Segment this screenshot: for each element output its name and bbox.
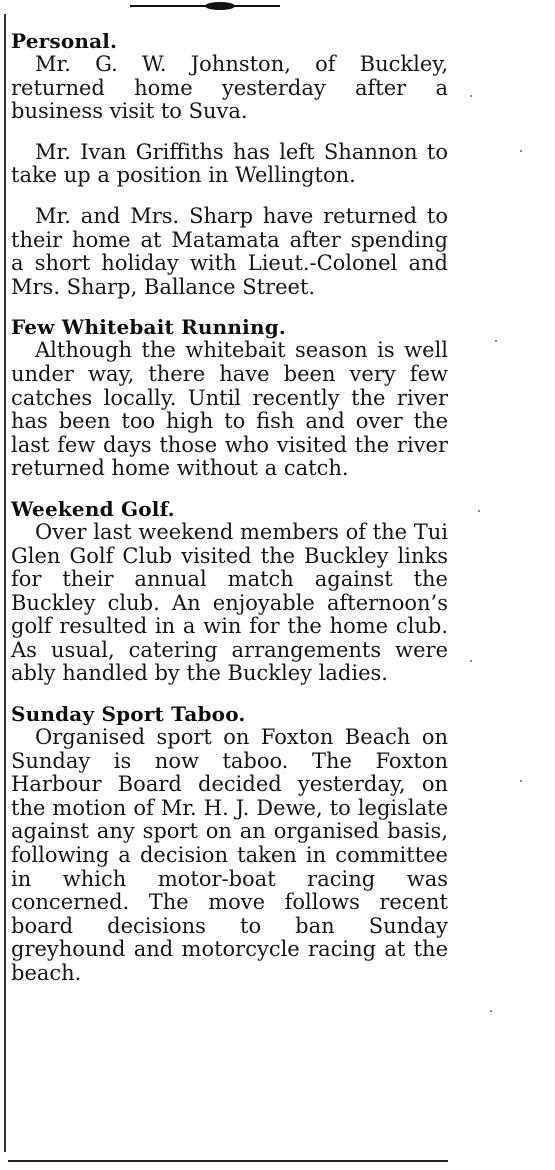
section-golf — [11, 497, 448, 686]
paragraph-sunday-sport: Organised sport on Foxton Beach on Sunday is now taboo. The Foxton Harbour Board decided yesterday, on the motion of Mr. H. J. Dewe, to legislate against any sport on an organised basis, following a decision taken in committee in which motor-boat racing was concerned. The move follows recent board decisions to ban Sunday greyhound and motorcycle racing at the beach. — [11, 725, 448, 985]
print-speck — [495, 340, 497, 342]
section-sunday-sport — [11, 702, 448, 986]
news-column — [11, 29, 448, 986]
section-heading-personal: Personal. — [11, 29, 118, 53]
bottom-rule — [8, 1160, 448, 1162]
print-speck — [478, 510, 480, 512]
paragraph-whitebait: Although the whitebait season is well under way, there have been very few catches locally. Until recently the river has been too high to fish and over the last few days those who visited the river returned home without a catch. — [11, 338, 448, 481]
section-heading-sunday-sport: Sunday Sport Taboo. — [11, 702, 246, 727]
top-rule-ornament — [205, 2, 235, 10]
print-speck — [470, 660, 472, 662]
print-speck — [490, 1010, 492, 1012]
section-heading-whitebait: Few Whitebait Running. — [11, 315, 287, 340]
print-speck — [520, 150, 522, 152]
print-speck — [470, 95, 472, 97]
column-left-rule — [4, 14, 6, 1152]
paragraph-johnston: Mr. G. W. Johnston, of Buckley, returned home yesterday after a business visit to Suva. — [11, 52, 448, 124]
paragraph-griffiths: Mr. Ivan Griffiths has left Shannon to take up a position in Wellington. — [11, 139, 448, 188]
section-heading-golf: Weekend Golf. — [11, 496, 175, 521]
print-speck — [520, 780, 522, 782]
section-personal — [11, 29, 448, 299]
paragraph-golf: Over last weekend members of the Tui Glen Golf Club visited the Buckley links for their annual match against the Buckley club. An enjoyable afternoon’s golf resulted in a win for the home club. As usual, catering arrangements were ably handled by the Buckley ladies. — [11, 519, 448, 686]
section-whitebait — [11, 315, 448, 481]
paragraph-sharp: Mr. and Mrs. Sharp have returned to their home at Matamata after spending a short holiday with Lieut.-Colonel and Mrs. Sharp, Ballance Street. — [11, 203, 448, 299]
